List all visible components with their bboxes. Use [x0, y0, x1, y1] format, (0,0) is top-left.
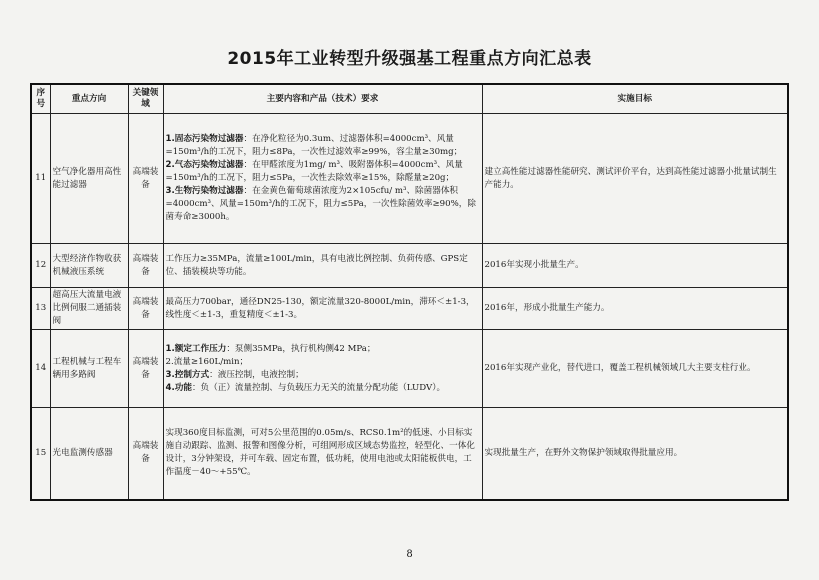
row-requirements — [163, 288, 482, 330]
row-no: 12 — [31, 244, 50, 288]
row-goal: 2016年实现小批量生产。 — [482, 244, 788, 288]
requirement-item: 工作压力≥35MPa，流量≥100L/min，具有电液比例控制、负荷传感、GPS定位、插装模块等功能。 — [165, 253, 468, 277]
requirement-item: 3.生物污染物过滤器：在金黄色葡萄球菌浓度为2×105cfu/ m³、除菌器体积=4000cm³、风量=150m³/h的工况下，阻力≤5Pa，一次性除菌效率≥90%，除菌寿命≥3000h。 — [165, 186, 476, 222]
header-requirements: 主要内容和产品（技术）要求 — [163, 84, 482, 114]
header-direction: 重点方向 — [50, 84, 128, 114]
requirement-item: 4.功能：负（正）流量控制、与负载压力无关的流量分配功能（LUDV）。 — [165, 382, 446, 393]
row-requirements — [163, 114, 482, 244]
requirement-item: 最高压力700bar，通径DN25-130，额定流量320-8000L/min，滞环＜±1-3，线性度＜±1-3，重复精度＜±1-3。 — [165, 296, 475, 320]
row-goal: 2016年实现产业化，替代进口，覆盖工程机械领域几大主要支柱行业。 — [482, 330, 788, 408]
row-field: 高端装备 — [128, 330, 163, 408]
row-direction: 大型经济作物收获机械液压系统 — [50, 244, 128, 288]
requirement-item: 1.固态污染物过滤器：在净化粒径为0.3um、过滤器体积=4000cm³、风量=150m³/h的工况下，阻力≤8Pa，一次性过滤效率≥99%，容尘量≥30mg； — [165, 134, 463, 157]
requirement-item: 3.控制方式：液压控制，电液控制； — [165, 369, 304, 380]
row-direction: 空气净化器用高性能过滤器 — [50, 114, 128, 244]
row-no: 15 — [31, 408, 50, 500]
table-row — [31, 408, 788, 500]
row-no: 11 — [31, 114, 50, 244]
page-title: 2015年工业转型升级强基工程重点方向汇总表 — [227, 49, 592, 69]
header-no: 序号 — [31, 84, 50, 114]
summary-table — [30, 83, 789, 501]
table-row — [31, 288, 788, 330]
requirement-item: 1.额定工作压力：泵侧35MPa，执行机构侧42 MPa； — [165, 343, 376, 354]
row-requirements — [163, 244, 482, 288]
row-no: 13 — [31, 288, 50, 330]
row-goal: 实现批量生产，在野外文物保护领域取得批量应用。 — [482, 408, 788, 500]
header-goal: 实施目标 — [482, 84, 788, 114]
row-field: 高端装备 — [128, 244, 163, 288]
requirement-item: 2.流量≥160L/min； — [165, 356, 249, 367]
table-row — [31, 330, 788, 408]
row-field: 高端装备 — [128, 408, 163, 500]
requirement-item: 2.气态污染物过滤器：在甲醛浓度为1mg/ m³、吸附器体积=4000cm³、风量=150m³/h的工况下，阻力≤5Pa，一次性去除效率≥15%，除醛量≥20g； — [165, 160, 463, 183]
row-no: 14 — [31, 330, 50, 408]
row-field: 高端装备 — [128, 288, 163, 330]
page-number: 8 — [406, 549, 413, 560]
header-field: 关键领域 — [128, 84, 163, 114]
row-direction: 超高压大流量电液比例伺服二通插装阀 — [50, 288, 128, 330]
table-row — [31, 244, 788, 288]
row-requirements — [163, 330, 482, 408]
row-requirements — [163, 408, 482, 500]
row-goal: 2016年，形成小批量生产能力。 — [482, 288, 788, 330]
row-field: 高端装备 — [128, 114, 163, 244]
row-direction: 光电监测传感器 — [50, 408, 128, 500]
row-direction: 工程机械与工程车辆用多路阀 — [50, 330, 128, 408]
header-row — [31, 84, 788, 114]
row-goal: 建立高性能过滤器性能研究、测试评价平台，达到高性能过滤器小批量试制生产能力。 — [482, 114, 788, 244]
requirement-item: 实现360度目标监测，可对5公里范围的0.05m/s、RCS0.1m²的低速、小目标实施自动跟踪、监测、报警和图像分析，可组网形成区域态势监控，轻型化、一体化设计，3分钟架设，并可车载、固定布置，低功耗，使用电池或太阳能板供电，工作温度－40～+55℃。 — [165, 428, 475, 478]
table-row — [31, 114, 788, 244]
